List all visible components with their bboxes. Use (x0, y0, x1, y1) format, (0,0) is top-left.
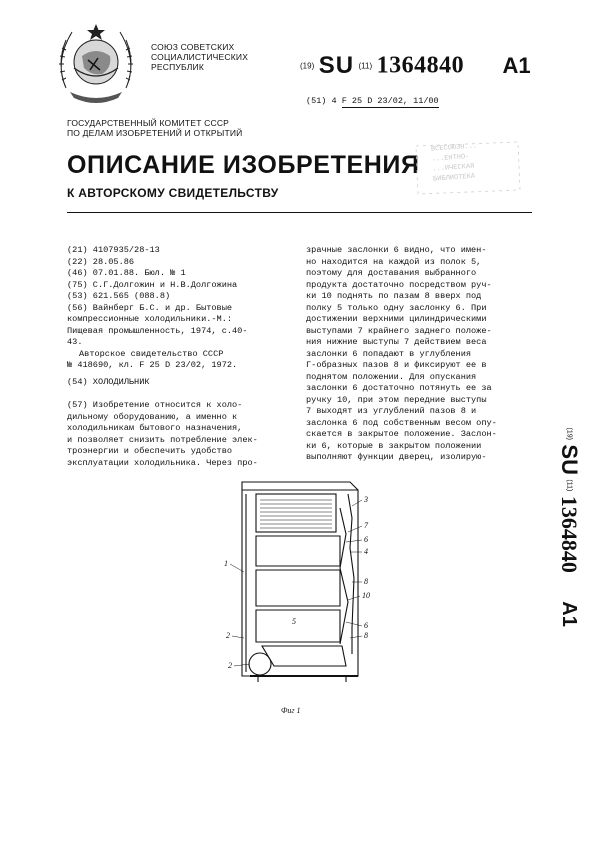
committee-block (67, 118, 243, 138)
issuer-line: СОЮЗ СОВЕТСКИХ (151, 42, 235, 52)
abstract-line: дильному оборудованию, а именно к (67, 411, 238, 422)
stamp-line: ВСЕСОЮЗН... (430, 142, 478, 154)
country-code: SU (318, 52, 355, 79)
text-line: заслонка 6 под собственным весом опу- (306, 417, 497, 428)
side-inid-11: (11) (565, 479, 573, 492)
figure-label: 6 (364, 535, 368, 544)
figure-label: 2 (228, 661, 232, 670)
ipc-classification (306, 96, 439, 106)
text-line: заслонки 6 достаточно потянуть ее за (306, 383, 492, 393)
stamp-line: ...ИЧЕСКАЯ (432, 162, 475, 174)
stamp-line: ...ЕНТНО- (431, 152, 470, 164)
text-line: выступами 7 крайнего заднего положе- (306, 325, 492, 336)
ipc-value: F 25 D 23/02, 11/00 (341, 96, 439, 106)
side-patent-number: 1364840 (557, 495, 582, 573)
text-line: поднятом положении. Для опускания (306, 371, 477, 382)
text-line: поэтому для доставания выбранного (306, 268, 477, 278)
library-stamp (431, 141, 480, 184)
issuer-block (151, 42, 248, 72)
inid-code-19: (19) (300, 61, 315, 71)
figure-1-drawing (222, 478, 390, 700)
figure-label: 4 (364, 547, 368, 556)
side-country-code: SU (557, 444, 582, 475)
inid-code-11: (11) (358, 61, 373, 71)
abstract (67, 400, 287, 469)
figure-label: 8 (364, 631, 368, 640)
field-22: (22) 28.05.86 (67, 256, 135, 267)
abstract-line: холодильникам бытового назначения, (67, 423, 243, 433)
text-line: скается в закрытое положение. Заслон- (306, 429, 497, 439)
figure-label: 2 (226, 631, 230, 640)
field-56-cont: компрессионные холодильники.-М.: (67, 314, 233, 324)
divider (67, 212, 532, 213)
issuer-line: РЕСПУБЛИК (151, 62, 205, 72)
field-75: (75) С.Г.Долгожин и Н.В.Долгожина (67, 279, 238, 290)
reference-line: Авторское свидетельство СССР (79, 348, 224, 359)
field-21: (21) 4107935/28-13 (67, 245, 160, 255)
abstract-line: (57) Изобретение относится к холо- (67, 400, 243, 410)
abstract-line: эксплуатации холодильника. Через про- (67, 457, 258, 468)
committee-line: ГОСУДАРСТВЕННЫЙ КОМИТЕТ СССР (67, 118, 230, 128)
reference-line: № 418690, кл. F 25 D 23/02, 1972. (67, 360, 238, 370)
stamp-line: БИБЛИОТЕКА (432, 172, 476, 184)
bibliographic-data (67, 245, 248, 388)
text-line: достижении верхними цилиндрическими (306, 314, 487, 324)
abstract-line: троэнергии и обеспечить удобство (67, 446, 233, 456)
field-56-cont: Пищевая промышленность, 1974, с.40- (67, 325, 248, 336)
field-53: (53) 621.565 (088.8) (67, 291, 171, 301)
figure-label: 3 (364, 495, 368, 504)
side-kind-code: A1 (558, 601, 581, 627)
field-54-title: (54) ХОЛОДИЛЬНИК (67, 376, 150, 387)
text-line: зрачные заслонки 6 видно, что имен- (306, 245, 487, 255)
text-line: заслонки 6 попадают в углубления (306, 348, 472, 359)
figure-caption: Фиг 1 (281, 706, 301, 715)
kind-code: A1 (502, 53, 531, 78)
figure-label: 5 (292, 617, 296, 626)
figure-label: 10 (362, 591, 370, 600)
publication-number (300, 52, 531, 80)
side-publication-number (547, 428, 587, 693)
ussr-emblem-icon (52, 18, 140, 106)
figure-label: 7 (364, 521, 368, 530)
text-line: выполняют функции дверец, изолирую- (306, 452, 487, 462)
committee-line: ПО ДЕЛАМ ИЗОБРЕТЕНИЙ И ОТКРЫТИЙ (67, 128, 243, 138)
text-line: ки 6, которые в закрытом положении (306, 440, 482, 451)
field-46: (46) 07.01.88. Бюл. № 1 (67, 268, 186, 278)
figure-label: 8 (364, 577, 368, 586)
ipc-code: (51) 4 (306, 96, 337, 106)
patent-number: 1364840 (376, 52, 465, 79)
field-56: (56) Вайнберг Б.С. и др. Бытовые (67, 302, 233, 313)
side-inid-19: (19) (565, 427, 573, 440)
text-line: ки 10 поднять по пазам 8 вверх под (306, 291, 482, 301)
text-line: ручку 10, при этом передние выступы (306, 394, 487, 405)
abstract-continued (306, 245, 536, 464)
document-title: ОПИСАНИЕ ИЗОБРЕТЕНИЯ (67, 151, 420, 179)
text-line: но находится на каждой из полок 5, (306, 256, 482, 267)
figure-label: 6 (364, 621, 368, 630)
field-56-cont: 43. (67, 337, 83, 347)
text-line: ния нижние выступы 7 действием веса (306, 337, 487, 347)
issuer-line: СОЦИАЛИСТИЧЕСКИХ (151, 52, 249, 62)
abstract-line: и позволяет снизить потребление элек- (67, 434, 258, 445)
text-line: полку 5 только одну заслонку 6. При (306, 302, 487, 313)
document-subtitle: К АВТОРСКОМУ СВИДЕТЕЛЬСТВУ (67, 186, 279, 200)
text-line: продукта достаточно посредством руч- (306, 279, 492, 290)
text-line: Г-образных пазов 8 и фиксируют ее в (306, 360, 487, 370)
text-line: 7 выходят из углублений пазов 8 и (306, 406, 477, 416)
figure-label: 1 (224, 559, 228, 568)
